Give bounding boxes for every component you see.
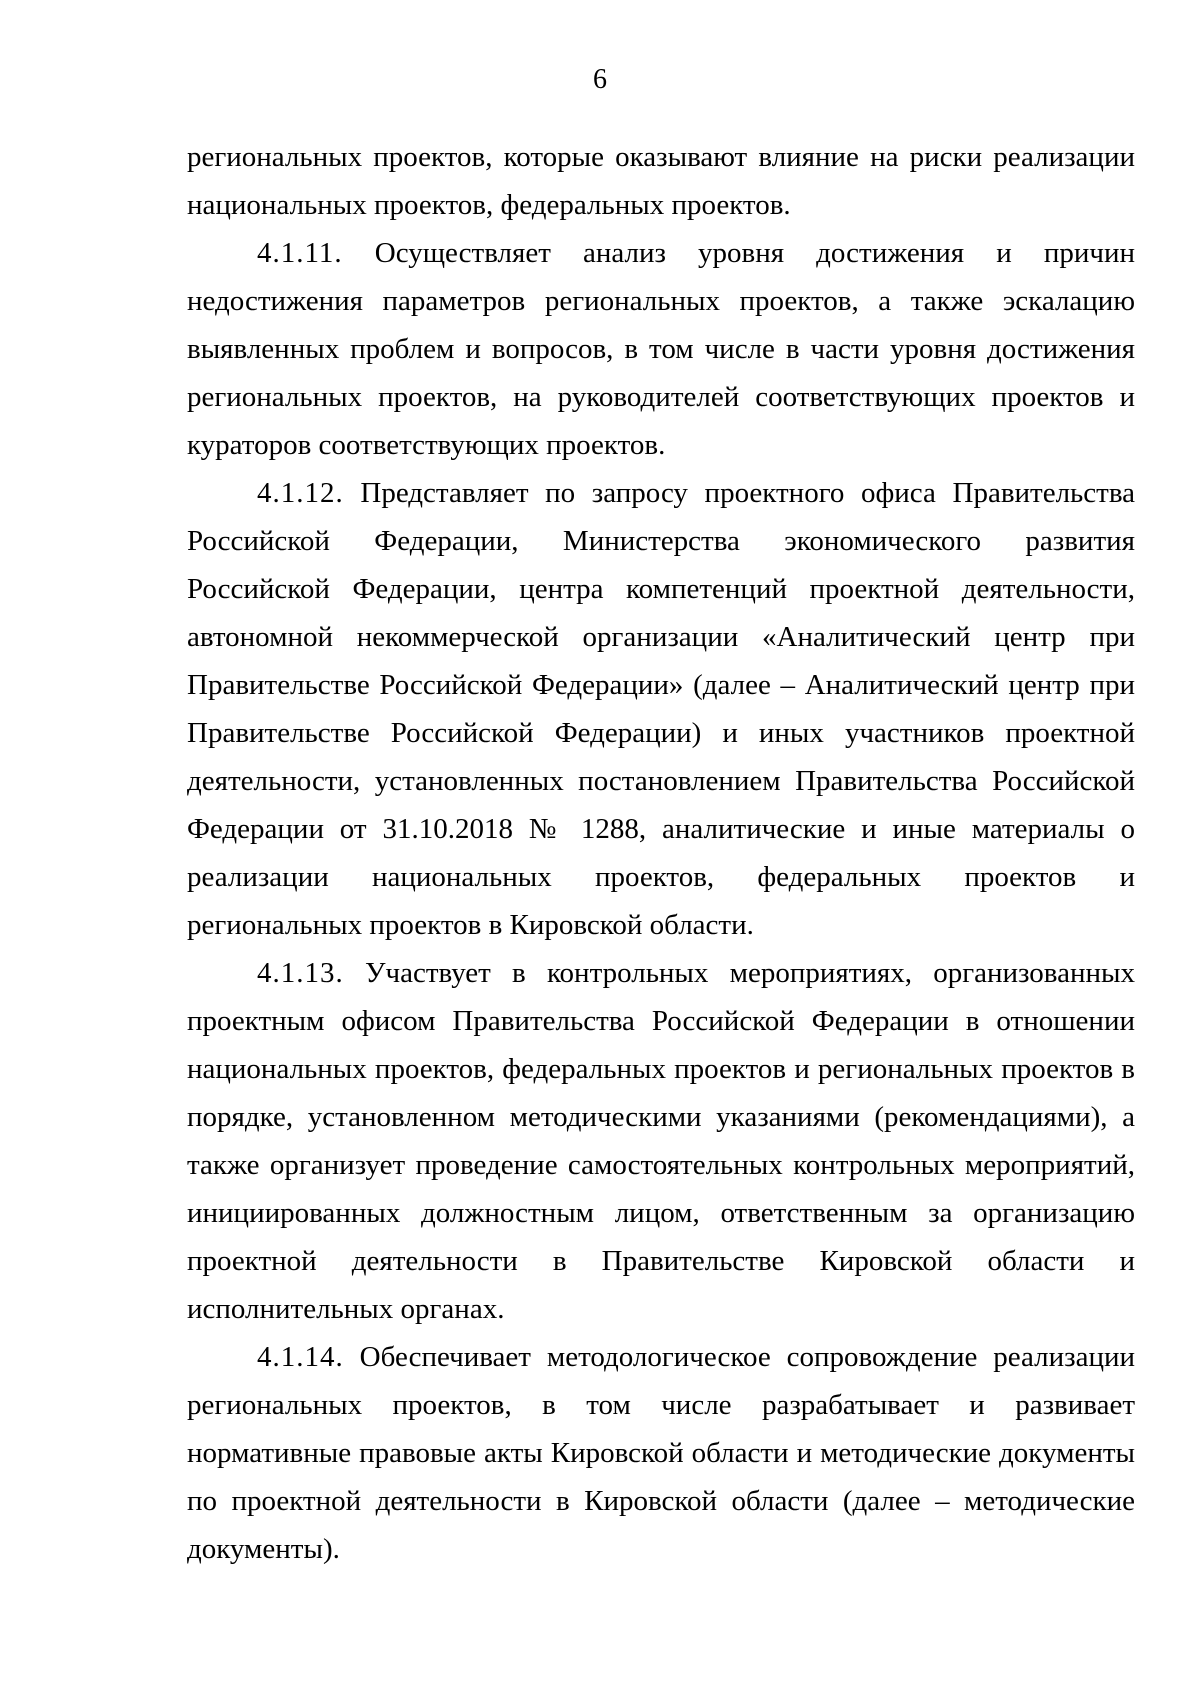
- paragraph-4-1-14: [187, 1333, 1135, 1573]
- document-body: [187, 133, 1135, 1573]
- paragraph-continuation: [187, 133, 1135, 229]
- paragraph-text: Участвует в контрольных мероприятиях, организованных проектным офисом Правительства Российской Федерации в отношении национальных проектов, федеральных проектов и региональных проектов в порядке, установленном методическими указаниями (рекомендациями), а также организует проведение самостоятельных контрольных мероприятий, инициированных должностным лицом, ответственным за организацию проектной деятельности в Правительстве Кировской области и исполнительных органах.: [187, 957, 1135, 1325]
- paragraph-4-1-13: [187, 949, 1135, 1333]
- paragraph-4-1-11: [187, 229, 1135, 469]
- paragraph-4-1-12: [187, 469, 1135, 949]
- paragraph-number: 4.1.13.: [257, 957, 344, 989]
- page-number: 6: [593, 64, 607, 95]
- paragraph-number: 4.1.11.: [257, 237, 343, 269]
- paragraph-number: 4.1.14.: [257, 1341, 344, 1373]
- paragraph-text: Обеспечивает методологическое сопровождение реализации региональных проектов, в том числе разрабатывает и развивает нормативные правовые акты Кировской области и методические документы по проектной деятельности в Кировской области (далее – методические документы).: [187, 1341, 1136, 1565]
- paragraph-text: Представляет по запросу проектного офиса Правительства Российской Федерации, Министерства экономического развития Российской Федерации, центра компетенций проектной деятельности, автономной некоммерческой организации «Аналитический центр при Правительстве Российской Федерации» (далее – Аналитический центр при Правительстве Российской Федерации) и иных участников проектной деятельности, установленных постановлением Правительства Российской Федерации от 31.10.2018 № 1288, аналитические и иные материалы о реализации национальных проектов, федеральных проектов и региональных проектов в Кировской области.: [187, 477, 1136, 941]
- paragraph-text: Осуществляет анализ уровня достижения и причин недостижения параметров региональных проектов, а также эскалацию выявленных проблем и вопросов, в том числе в части уровня достижения региональных проектов, на руководителей соответствующих проектов и кураторов соответствующих проектов.: [187, 237, 1136, 461]
- paragraph-text: региональных проектов, которые оказывают влияние на риски реализации национальных проектов, федеральных проектов.: [187, 141, 1135, 221]
- paragraph-number: 4.1.12.: [257, 477, 344, 509]
